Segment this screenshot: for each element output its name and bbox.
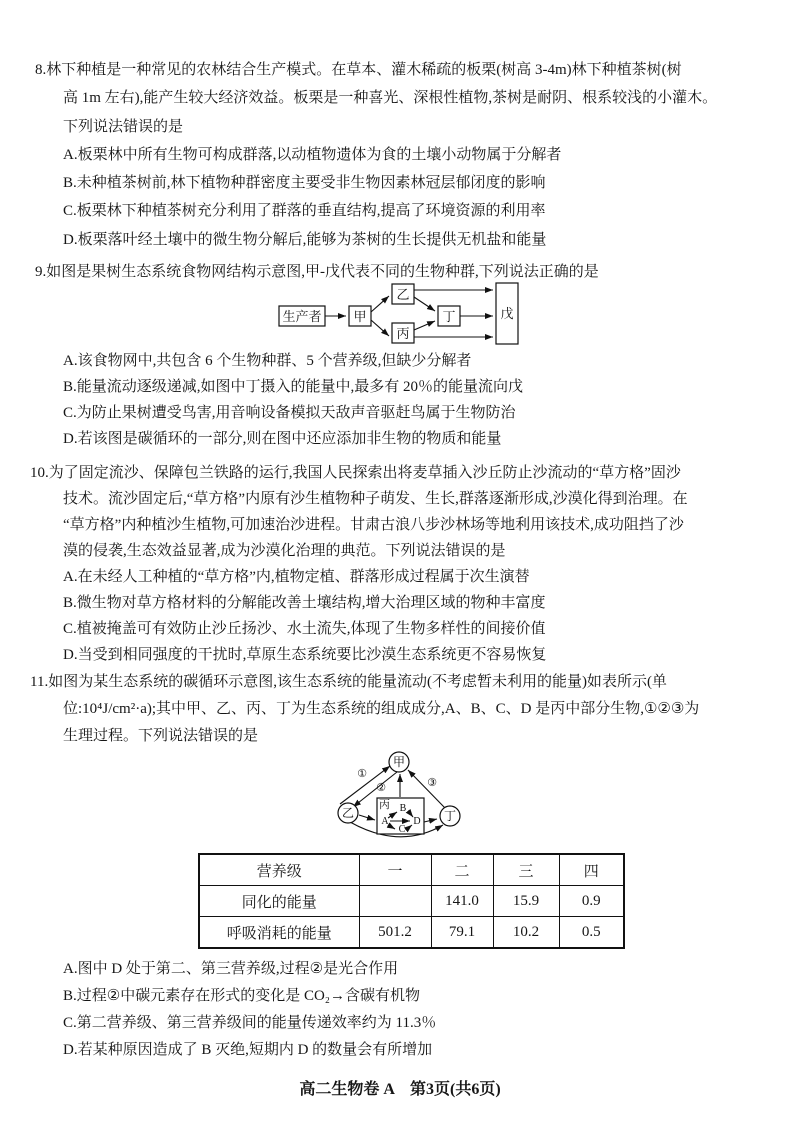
- q9-stem: 9.如图是果树生态系统食物网结构示意图,甲-戊代表不同的生物种群,下列说法正确的是: [35, 264, 599, 280]
- foodweb-node-jia-label: 甲: [353, 309, 367, 324]
- q11-option-c: C.第二营养级、第三营养级间的能量传递效率约为 11.3％: [63, 1015, 437, 1031]
- q8-stem-line-1: 8.林下种植是一种常见的农林结合生产模式。在草本、灌木稀疏的板栗(树高 3-4m)林下种植茶树(树: [35, 62, 682, 78]
- question-9-options: [63, 348, 523, 452]
- cycle-organism-a: A: [381, 816, 389, 827]
- process-1-label: ①: [357, 768, 367, 780]
- foodweb-diagram: [277, 281, 522, 353]
- q10-option-b: B.微生物对草方格材料的分解能改善土壤结构,增大治理区域的物种丰富度: [63, 595, 546, 611]
- cycle-organism-c: C: [398, 824, 406, 835]
- q9-option-a: A.该食物网中,共包含 6 个生物种群、5 个营养级,但缺少分解者: [63, 353, 472, 369]
- q10-stem-line-3: “草方格”内种植沙生植物,可加速治沙进程。甘肃古浪八步沙林场等地利用该技术,成功阻挡了沙: [63, 517, 684, 533]
- cycle-organism-b: B: [399, 803, 407, 814]
- cycle-organism-d: D: [413, 816, 421, 827]
- foodweb-node-producer-label: 生产者: [282, 309, 322, 324]
- q9-option-b: B.能量流动逐级递减,如图中丁摄入的能量中,最多有 20％的能量流向戊: [63, 379, 524, 395]
- q8-option-b: B.未种植茶树前,林下植物种群密度主要受非生物因素林冠层郁闭度的影响: [63, 175, 546, 192]
- q8-option-c: C.板栗林下种植茶树充分利用了群落的垂直结构,提高了环境资源的利用率: [63, 203, 546, 220]
- q8-stem-line-2: 高 1m 左右),能产生较大经济效益。板栗是一种喜光、深根性植物,茶树是耐阴、根系较浅的小灌木。: [63, 90, 718, 107]
- q10-stem-line-2: 技术。流沙固定后,“草方格”内原有沙生植物种子萌发、生长,群落逐渐形成,沙漠化得到治理。在: [63, 491, 688, 507]
- q9-option-c: C.为防止果树遭受鸟害,用音响设备模拟天敌声音驱赶鸟属于生物防治: [63, 405, 516, 421]
- foodweb-node-bing-label: 丙: [396, 326, 410, 341]
- question-11-options: [63, 956, 436, 1064]
- arrow-bing-to-ding: [424, 819, 437, 822]
- assimilated-level-1: [359, 886, 431, 917]
- cycle-node-jia-label: 甲: [392, 755, 406, 769]
- process-2-label: ②: [376, 782, 386, 794]
- respired-label: 呼吸消耗的能量: [199, 917, 359, 949]
- arrow-jia-to-bing: [371, 320, 389, 336]
- q10-option-c: C.植被掩盖可有效防止沙丘扬沙、水土流失,体现了生物多样性的间接价值: [63, 621, 546, 637]
- q10-option-a: A.在未经人工种植的“草方格”内,植物定植、群落形成过程属于次生演替: [63, 569, 530, 585]
- arrow-jia-to-yi: [371, 296, 389, 312]
- question-8: [35, 56, 717, 254]
- question-10: [30, 460, 688, 668]
- respired-level-3: 10.2: [493, 917, 559, 949]
- respired-level-1: 501.2: [359, 917, 431, 949]
- foodweb-node-yi-label: 乙: [396, 287, 410, 302]
- question-11: [30, 669, 699, 750]
- arrow-yi-to-bing: [359, 815, 375, 820]
- header-level-1: 一: [359, 854, 431, 886]
- q11-stem-line-3: 生理过程。下列说法错误的是: [63, 728, 259, 744]
- header-trophic-level: 营养级: [199, 854, 359, 886]
- q10-stem-line-1: 10.为了固定流沙、保障包兰铁路的运行,我国人民探索出将麦草插入沙丘防止沙流动的“草方格”固沙: [30, 465, 681, 481]
- table-header-row: [199, 854, 624, 886]
- q11-option-a: A.图中 D 处于第二、第三营养级,过程②是光合作用: [63, 961, 399, 977]
- header-level-3: 三: [493, 854, 559, 886]
- energy-flow-table: [198, 853, 625, 949]
- respired-level-2: 79.1: [431, 917, 493, 949]
- assimilated-level-3: 15.9: [493, 886, 559, 917]
- header-level-2: 二: [431, 854, 493, 886]
- foodweb-node-wu-label: 戊: [500, 306, 514, 321]
- arrow-yi-to-ding: [414, 297, 435, 311]
- carbon-cycle-diagram: [325, 744, 475, 856]
- process-3-label: ③: [427, 777, 437, 789]
- table-row-respired: [199, 917, 624, 949]
- foodweb-node-ding-label: 丁: [442, 309, 456, 324]
- header-level-4: 四: [559, 854, 624, 886]
- arrow-bing-to-ding: [414, 321, 435, 330]
- q8-stem-line-3: 下列说法错误的是: [63, 118, 184, 135]
- q9-option-d: D.若该图是碳循环的一部分,则在图中还应添加非生物的物质和能量: [63, 431, 502, 447]
- respired-level-4: 0.5: [559, 917, 624, 949]
- q8-option-a: A.板栗林中所有生物可构成群落,以动植物遗体为食的土壤小动物属于分解者: [63, 146, 562, 163]
- table-row-assimilated: [199, 886, 624, 917]
- assimilated-label: 同化的能量: [199, 886, 359, 917]
- q10-option-d: D.当受到相同强度的干扰时,草原生态系统要比沙漠生态系统更不容易恢复: [63, 647, 547, 663]
- cycle-node-yi-label: 乙: [341, 806, 355, 820]
- q8-option-d: D.板栗落叶经土壤中的微生物分解后,能够为茶树的生长提供无机盐和能量: [63, 231, 547, 248]
- assimilated-level-4: 0.9: [559, 886, 624, 917]
- q11-stem-line-2: 位:10⁴J/cm²·a);其中甲、乙、丙、丁为生态系统的组成成分,A、B、C、D 是丙中部分生物,①②③为: [63, 701, 700, 717]
- q11-option-d: D.若某种原因造成了 B 灭绝,短期内 D 的数量会有所增加: [63, 1042, 433, 1058]
- cycle-node-bing-label: 丙: [379, 799, 390, 811]
- q11-stem-line-1: 11.如图为某生态系统的碳循环示意图,该生态系统的能量流动(不考虑暂未利用的能量)如表所示(单: [30, 674, 667, 690]
- q11-option-b: B.过程②中碳元素存在形式的变化是 CO₂→含碳有机物: [63, 988, 421, 1004]
- page-footer: 高二生物卷 A 第3页(共6页): [299, 1081, 501, 1098]
- q10-stem-line-4: 漠的侵袭,生态效益显著,成为沙漠化治理的典范。下列说法错误的是: [63, 543, 506, 559]
- assimilated-level-2: 141.0: [431, 886, 493, 917]
- cycle-node-ding-label: 丁: [443, 809, 457, 823]
